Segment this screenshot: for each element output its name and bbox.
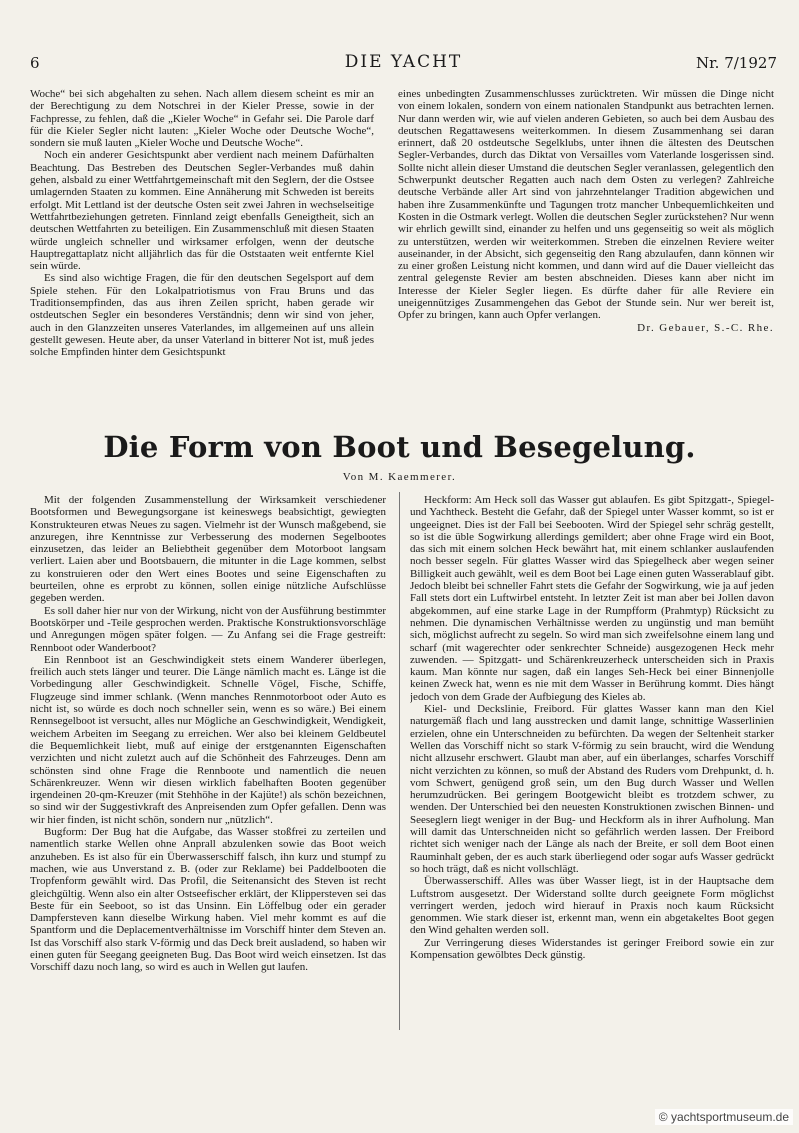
paragraph: Kiel- und Deckslinie, Freibord. Für glattes Wasser kann man den Kiel naturgemäß flach und lang ausstrecken und damit lange, schnittige Wasserlinien erzielen, ohne ein Unterschneiden zu befürchten. Da wegen der Seltenheit starker Wellen das Vorschiff nicht so stark V-förmig zu sein braucht, wird die Wendung nicht allzusehr erschwert. Glaubt man aber, auf ein überlanges, scharfes Vorschiff nicht verzichten zu können, so muß der Abstand des Ruders vom Drehpunkt, d. h. vom Schwert, genügend groß sein, um den Bug durch Wasser und Wellen herumzudrücken. Bei geringem Bootgewicht bleibt es trotzdem schwer, zu wenden. Der Unterschied bei den neuesten Konstruktionen zwischen Binnen- und Seeseglern liegt weniger in der Bug- und Heckform als in ihrer Aufholung. Man will damit das Unterschneiden nicht so gefährlich werden lassen. Der Freibord richtet sich weniger nach der Länge als nach der Breite, er soll dem Boot einen Rauminhalt geben, der es auch stark überliegend oder sogar aufs Wasser gedrückt so hoch trägt, daß es nicht vollschlägt. xyxy=(410,703,774,875)
magazine-title: DIE YACHT xyxy=(344,52,463,72)
paragraph: Woche“ bei sich abgehalten zu sehen. Nach allem diesem scheint es mir an der Berechtigung zu dem Notschrei in der Kieler Presse, sowie in der Fachpresse, zu fehlen, daß die „Kieler Woche“ in Gefahr sei. Die Parole darf für die Kieler Segler nicht lauten: „Kieler Woche oder Deutsche Woche“, sondern sie muß lauten „Kieler Woche und Deutsche Woche“. xyxy=(30,88,374,150)
issue-number: Nr. 7/1927 xyxy=(696,54,777,72)
paragraph: Noch ein anderer Gesichtspunkt aber verdient nach meinem Dafürhalten Beachtung. Das Bestreben des Deutschen Segler-Verbandes muß dahin gehen, alsbald zu einer Wettfahrtgemeinschaft mit den Seglern, der die Ostsee umlagernden Staaten zu kommen. Eine Annäherung mit Schweden ist bereits erfolgt. Mit Lettland ist der deutsche Osten seit zwei Jahren in wechselseitige Wettfahrtbeziehungen getreten. Finnland zeigt ebenfalls Geneigtheit, sich an deutschen Wettfahrten zu beteiligen. Ein Zusammenschluß mit diesen Staaten würde ungleich schneller und wirksamer erfolgen, wenn der deutsche Hauptregattaplatz nicht alljährlich das für die Oststaaten weit entfernte Kiel sein würde. xyxy=(30,149,374,273)
paragraph: eines unbedingten Zusammenschlusses zurücktreten. Wir müssen die Dinge nicht von einem lokalen, sondern von einem nationalen Standpunkt aus betrachten lernen. Nur dann werden wir, wie auf vielen anderen Gebieten, so auch bei dem Ausbau des deutschen Regattawesens weiterkommen. In diesem Zusammenhang sei daran erinnert, daß 20 ostdeutsche Segelklubs, unter ihnen die ältesten des Deutschen Segler-Verbandes, durch das Diktat von Versailles vom Vaterlande losgerissen sind. Sollte nicht allein dieser Umstand die deutschen Segler veranlassen, gelegentlich den Schwerpunkt deutscher Regatten auch nach dem Osten zu verlegen? Zahlreiche deutsche Verbände aller Art sind von jahrzehntelanger Tradition abgewichen und haben ihre Zusammenkünfte und Tagungen trotz mancher Unbequemlichkeiten und Kosten in die Ostmark verlegt. Wollen die deutschen Segler zurückstehen? Nur wenn wir ehrlich gewillt sind, einander zu helfen und uns gegenseitig so weit als möglich zu unterstützen, werden wir weiterkommen. Streben die einzelnen Reviere weiter auseinander, in der Absicht, sich gegenseitig den Rang abzulaufen, dann können wir zu einer großen Leistung nicht kommen, und dann wird auf die Dauer vielleicht das zentral gelegenste Revier am besten abschneiden. Dieses kann aber nicht im Interesse der Kieler Segler liegen. Es dürfte daher für alle Reviere ein uneigennütziges Zusammengehen das Gebot der Stunde sein. Nur wer bereit ist, Opfer zu bringen, kann auch Opfer verlangen. xyxy=(398,88,774,322)
page-header xyxy=(30,52,777,76)
paragraph: Überwasserschiff. Alles was über Wasser liegt, ist in der Hauptsache dem Luftstrom ausgesetzt. Der Widerstand sollte durch geeignete Form möglichst verringert werden, jedoch wird hierauf in Praxis noch kaum Rücksicht genommen. Wie stark dieser ist, erkennt man, wenn ein abgetakeltes Boot gegen den Wind gehalten werden soll. xyxy=(410,875,774,937)
paragraph: Es soll daher hier nur von der Wirkung, nicht von der Ausführung bestimmter Bootskörper und -Teile gesprochen werden. Praktische Konstruktionsvorschläge und Anregungen mögen später folgen. — Zu Anfang sei die Frage gestreift: Rennboot oder Wanderboot? xyxy=(30,604,386,654)
article-byline: Von M. Kaemmerer. xyxy=(342,471,457,483)
signature: Dr. Gebauer, S.-C. Rhe. xyxy=(637,321,774,334)
top-left-column xyxy=(30,88,374,374)
paragraph: Mit der folgenden Zusammenstellung der Wirksamkeit verschiedener Bootsformen und Bewegungsorgane ist keineswegs beabsichtigt, gewiegten Konstrukteuren etwas Neues zu sagen. Vielmehr ist der Wunsch maßgebend, sie anzuregen, ihre Kenntnisse zur Verbesserung des modernen Segelbootes einzusetzen, das leider an Beliebtheit gegenüber dem Motorboot langsam verliert. Laien aber und Bootsbauern, die mitunter in die Lage kommen, selbst zu konstruieren oder den Wert eines Bootes und seine Eigenschaften zu beurteilen, ohne es erprobt zu können, sollen einige nützliche Aufschlüsse gegeben werden. xyxy=(30,494,386,605)
paragraph: Ein Rennboot ist an Geschwindigkeit stets einem Wanderer überlegen, freilich auch stets länger und teurer. Die Länge nämlich macht es. Länge ist die Vorbedingung aller Geschwindigkeit. Schnelle Vögel, Fische, Schiffe, Flugzeuge sind immer schlank. (Wenn manches Rennmotorboot oder Auto es nicht ist, so würde es doch noch schneller sein, wenn es so wäre.) Bei einem Rennsegelboot ist versucht, alles nur Mögliche an Geschwindigkeit, Wendigkeit, weichem Arbeiten im Seegang zu erreichen. Wer also bei kleinem Geldbeutel die Bequemlichkeit liebt, muß auf einige der erstgenannten Eigenschaften verzichten und nicht zuletzt auch auf die Schönheit des Fahrzeuges. Denn am schönsten sind ohne Frage die Rennboote und namentlich die neuen Schärenkreuzer. Wenn wir diesen wirklich fabelhaften Booten gegenüber irgendeinen 20-qm-Kreuzer (mit Stehhöhe in der Kajüte!) als schön bezeichnen, so sind wir der Suggestivkraft des Anpreisenden zum Opfer gefallen. Denn was wir hier finden, ist nicht schön, sondern nur „nützlich“. xyxy=(30,653,386,826)
bottom-right-column xyxy=(410,494,774,1030)
top-right-column xyxy=(398,88,774,374)
paragraph: Bugform: Der Bug hat die Aufgabe, das Wasser stoßfrei zu zerteilen und namentlich starke Wellen ohne Anprall abzulenken sowie das Boot weich anzuheben. Es ist also für ein Überwasserschiff falsch, ihn kurz und stumpf zu machen, wie aus Unverstand z. B. (oder zur Reklame) bei Paddelbooten die Tropfenform gewählt wird. Das Profil, die Seitenansicht des Steven ist recht gleichgültig. Wenn also ein alter Ostseefischer erklärt, der Klippersteven sei das Beste für ein Seeboot, so ist das Unsinn. Ein Löffelbug oder ein gerader Dampfersteven kann dieselbe Wirkung haben. Viel mehr kommt es auf die Spantform und die Deplacementverhältnisse im Vorschiff hinter dem Steven an. Ist das Vorschiff also stark V-förmig und das Deck breit ausladend, so haben wir einen guten für Seegang geeigneten Bug. Das Boot wird weich einsetzen. Ist das Vorschiff dazu noch lang, so wird es auch in Wellen gut laufen. xyxy=(30,826,386,974)
bottom-left-column xyxy=(30,494,386,1030)
page-number: 6 xyxy=(30,54,40,72)
paragraph: Es sind also wichtige Fragen, die für den deutschen Segelsport auf dem Spiele stehen. Für den Lokalpatriotismus von Frau Bruns und das Traditionsempfinden, das aus ihren Zeilen spricht, haben gerade wir ostdeutschen Segler ein besonderes Verständnis; denn wir sind von jeher, auch in den Glanzzeiten unseres Vaterlandes, im allgemeinen auf uns allein gestellt gewesen. Heute aber, da unser Vaterland in bitterer Not ist, muß jedes solche Empfinden hinter dem Gesichtspunkt xyxy=(30,272,374,359)
column-divider xyxy=(399,492,400,1030)
paragraph: Zur Verringerung dieses Widerstandes ist geringer Freibord sowie ein zur Kompensation gewölbtes Deck günstig. xyxy=(410,936,774,961)
paragraph: Heckform: Am Heck soll das Wasser gut ablaufen. Es gibt Spitzgatt-, Spiegel- und Yachtheck. Besteht die Gefahr, daß der Spiegel unter Wasser kommt, so ist er ungeeignet. Dies ist der Fall bei Seebooten. Wird der Spiegel sehr schräg gestellt, so ist die üble Sogwirkung allerdings gemildert; aber ohne Frage wird ein Boot, das sich mit einem solchen Heck bewährt hat, mit einem schlanker auslaufenden noch besser segeln. Für glattes Wasser wird das Spiegelheck aber wegen seiner Billigkeit auch gewählt, weil es dem Boot bei Lage einen guten Wasserablauf gibt. Jedoch bleibt bei schneller Fahrt stets die Gefahr der Sogwirkung, wie ja auf jeden Fall stets dort ein Luftwirbel entsteht. In letzter Zeit ist man aber bei Jollen davon abgekommen, auf eine starke Lage in der Rumpfform (Prahmtyp) Rücksicht zu nehmen. Die dynamischen Verhältnisse werden zu ungünstig und man bemüht sich, möglichst aufrecht zu segeln. So wird man sich zweifelsohne einem lang und scharf (mit wagerechter oder senkrechter Schneide) ausgezogenen Heck mehr zuwenden. — Spitzgatt- und Schärenkreuzerheck unterscheiden sich in Praxis kaum. Man könnte nur sagen, daß ein langes Seh-Heck bei einer Binnenjolle keinen Zweck hat, wenn es nie mit dem Wasser in Berührung kommt. Dies hängt jedoch von dem Grade der Aufbiegung des Kieles ab. xyxy=(410,494,774,703)
article-title: Die Form von Boot und Besegelung. xyxy=(103,430,696,464)
copyright-watermark: © yachtsportmuseum.de xyxy=(655,1109,793,1125)
